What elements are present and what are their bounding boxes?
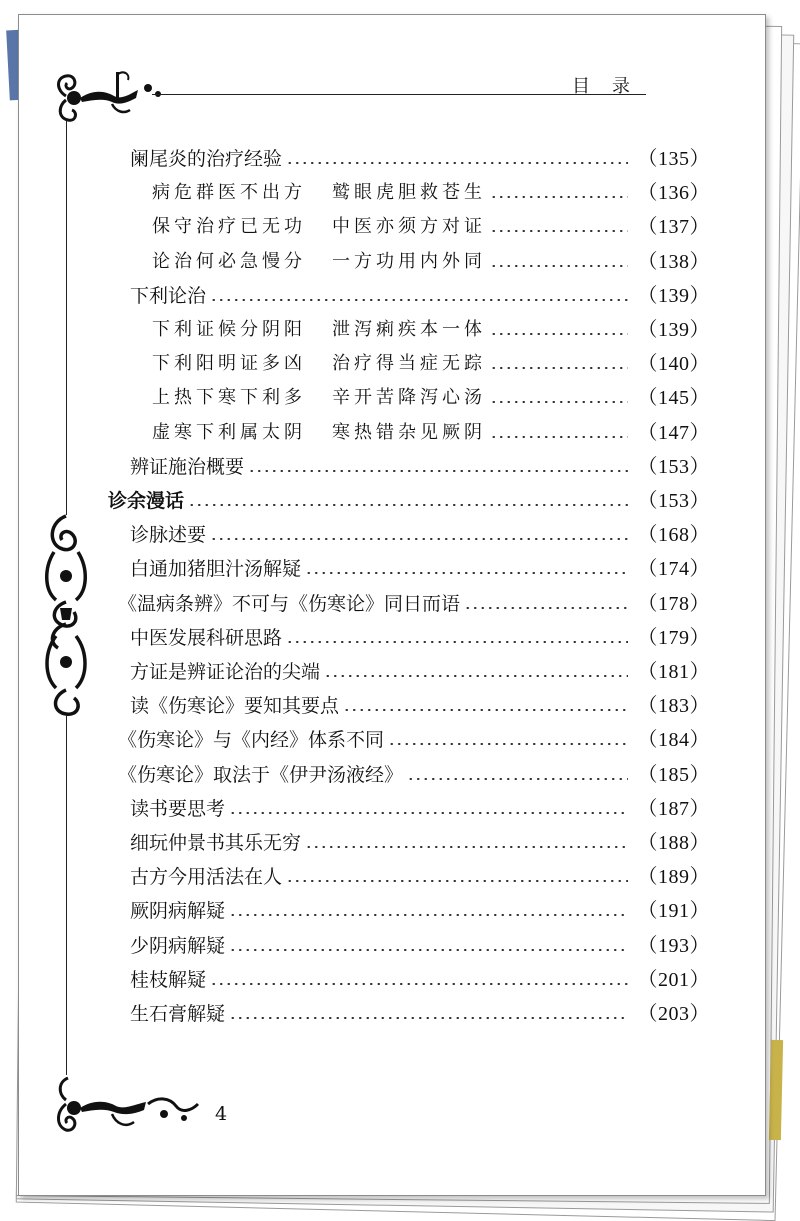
toc-entry[interactable] bbox=[118, 723, 710, 757]
toc-entry-title: 诊脉述要 bbox=[130, 524, 207, 547]
dot-leader bbox=[210, 983, 627, 985]
toc-page-number: （189） bbox=[637, 866, 710, 889]
toc-page-number: （179） bbox=[637, 626, 710, 649]
toc-entry-title: 《伤寒论》与《内经》体系不同 bbox=[118, 729, 385, 752]
toc-entry[interactable] bbox=[130, 963, 710, 997]
toc-entry-line-a: 病危群医不出方 bbox=[152, 182, 306, 204]
toc-page-number: （193） bbox=[637, 934, 710, 957]
toc-entry-title: 生石膏解疑 bbox=[130, 1003, 226, 1025]
toc-entry[interactable] bbox=[130, 860, 710, 894]
toc-page-number: （178） bbox=[637, 592, 710, 615]
toc-page-number: （135） bbox=[637, 148, 710, 170]
dot-leader bbox=[490, 265, 628, 267]
toc-page-number: （187） bbox=[637, 797, 710, 820]
toc-page-number: （203） bbox=[637, 1003, 710, 1025]
dot-leader bbox=[490, 333, 628, 335]
toc-entry[interactable] bbox=[152, 381, 710, 415]
toc-entry-title: 厥阴病解疑 bbox=[130, 900, 226, 923]
dot-leader bbox=[343, 709, 627, 711]
toc-entry-title bbox=[152, 176, 486, 210]
toc-page-number: （191） bbox=[637, 900, 710, 923]
toc-entry-title: 下利论治 bbox=[130, 284, 207, 307]
toc-entry[interactable] bbox=[130, 279, 710, 313]
toc-entry-line-a: 上热下寒下利多 bbox=[152, 387, 306, 409]
toc-entry[interactable] bbox=[130, 655, 710, 689]
toc-entry-line-b: 中医亦须方对证 bbox=[332, 216, 486, 238]
toc-page-number: （168） bbox=[637, 524, 710, 547]
toc-entry-title: 中医发展科研思路 bbox=[130, 626, 283, 649]
toc-entry-title: 《伤寒论》取法于《伊尹汤液经》 bbox=[118, 763, 404, 786]
toc-entry[interactable] bbox=[130, 518, 710, 552]
dot-leader bbox=[490, 196, 628, 198]
dot-leader bbox=[490, 230, 628, 232]
toc-entry-title: 读《伤寒论》要知其要点 bbox=[130, 695, 340, 718]
dot-leader bbox=[324, 675, 627, 677]
corner-ornament-bottom bbox=[52, 1074, 202, 1144]
toc-entry-title bbox=[152, 416, 486, 450]
toc-entry[interactable] bbox=[130, 621, 710, 655]
toc-entry-title: 白通加猪胆汁汤解疑 bbox=[130, 558, 302, 581]
dot-leader bbox=[248, 470, 627, 472]
dot-leader bbox=[490, 401, 628, 403]
border-line bbox=[66, 120, 67, 515]
toc-entry-line-a: 保守治疗已无功 bbox=[152, 216, 306, 238]
toc-entry-title bbox=[152, 381, 486, 415]
toc-entry[interactable] bbox=[130, 142, 710, 176]
dot-leader bbox=[229, 949, 627, 951]
dot-leader bbox=[286, 880, 627, 882]
toc-entry[interactable] bbox=[108, 484, 710, 518]
side-ornament bbox=[40, 512, 94, 718]
toc-page-number: （153） bbox=[637, 455, 710, 478]
toc-entry[interactable] bbox=[152, 245, 710, 279]
dot-leader bbox=[229, 1017, 627, 1019]
toc-entry-title: 少阴病解疑 bbox=[130, 934, 226, 957]
toc-entry-line-b: 一方功用内外同 bbox=[332, 250, 486, 272]
toc-entry-title: 细玩仲景书其乐无穷 bbox=[130, 832, 302, 854]
toc-entry[interactable] bbox=[118, 587, 710, 621]
toc-entry[interactable] bbox=[130, 450, 710, 484]
toc-entry-title: 古方今用活法在人 bbox=[130, 866, 283, 889]
toc-page-number: （153） bbox=[637, 490, 710, 512]
toc-page-number: （183） bbox=[637, 695, 710, 718]
toc-entry-title bbox=[152, 245, 486, 279]
toc-entry[interactable] bbox=[152, 347, 710, 381]
toc-entry-title: 桂枝解疑 bbox=[130, 968, 207, 991]
toc-entry-title: 辨证施治概要 bbox=[130, 455, 245, 478]
toc-page-number: （139） bbox=[637, 284, 710, 307]
toc-page-number: （136） bbox=[637, 182, 710, 205]
toc-entry-title: 《温病条辨》不可与《伤寒论》同日而语 bbox=[118, 592, 461, 615]
toc-entry-line-a: 虚寒下利属太阴 bbox=[152, 421, 306, 443]
toc-page-number: （145） bbox=[637, 387, 710, 410]
toc-page-number: （137） bbox=[637, 216, 710, 239]
dot-leader bbox=[305, 572, 627, 574]
toc-entry-line-b: 治疗得当症无踪 bbox=[332, 353, 486, 375]
toc-entry[interactable] bbox=[130, 792, 710, 826]
toc-page-number: （174） bbox=[637, 558, 710, 581]
toc-page-number: （138） bbox=[637, 250, 710, 273]
toc-page-number: （140） bbox=[637, 353, 710, 376]
dot-leader bbox=[229, 914, 627, 916]
toc-entry[interactable] bbox=[130, 552, 710, 586]
toc-entry[interactable] bbox=[152, 210, 710, 244]
dot-leader bbox=[490, 436, 628, 438]
toc-entry-title: 方证是辨证论治的尖端 bbox=[130, 661, 321, 683]
toc-entry[interactable] bbox=[152, 176, 710, 210]
toc-page-number: （185） bbox=[637, 763, 710, 786]
toc-entry-line-b: 辛开苦降泻心汤 bbox=[332, 387, 486, 409]
toc-entry[interactable] bbox=[130, 929, 710, 963]
toc-entry-title: 阑尾炎的治疗经验 bbox=[130, 148, 283, 170]
dot-leader bbox=[388, 743, 627, 745]
dot-leader bbox=[286, 162, 627, 164]
dot-leader bbox=[229, 812, 627, 814]
toc-entry-line-a: 下利证候分阴阳 bbox=[152, 319, 306, 340]
toc-page-number: （184） bbox=[637, 729, 710, 752]
toc-entry[interactable] bbox=[152, 313, 710, 347]
dot-leader bbox=[210, 538, 627, 540]
toc-entry-line-a: 论治何必急慢分 bbox=[152, 250, 306, 272]
toc-entry-title: 诊余漫话 bbox=[108, 490, 185, 512]
toc-entry[interactable] bbox=[130, 826, 710, 860]
toc-entry-title bbox=[152, 210, 486, 244]
dot-leader bbox=[210, 299, 627, 301]
toc-entry-line-b: 鹫眼虎胆救苍生 bbox=[332, 182, 486, 204]
dot-leader bbox=[188, 504, 627, 506]
toc-entry-line-a: 下利阳明证多凶 bbox=[152, 353, 306, 375]
toc-entry[interactable] bbox=[130, 689, 710, 723]
toc-entry-title bbox=[152, 313, 486, 347]
toc-page-number: （201） bbox=[637, 968, 710, 991]
toc-entry-title: 读书要思考 bbox=[130, 797, 226, 820]
toc-page-number: （188） bbox=[637, 832, 710, 854]
toc-entry[interactable] bbox=[118, 758, 710, 792]
toc-page-number: （147） bbox=[637, 421, 710, 444]
toc-entry-line-b: 寒热错杂见厥阴 bbox=[332, 421, 486, 443]
page-number: 4 bbox=[215, 1103, 228, 1125]
corner-ornament-top bbox=[52, 70, 172, 130]
dot-leader bbox=[305, 846, 627, 848]
toc-entry-line-b: 泄泻痢疾本一体 bbox=[332, 319, 486, 340]
dot-leader bbox=[407, 778, 627, 780]
toc-page-number: （139） bbox=[637, 319, 710, 341]
toc-entry[interactable] bbox=[130, 997, 710, 1031]
toc-entry-title bbox=[152, 347, 486, 381]
dot-leader bbox=[490, 367, 628, 369]
toc-entry[interactable] bbox=[130, 894, 710, 928]
border-line bbox=[66, 715, 67, 1075]
toc-page-number: （181） bbox=[637, 661, 710, 683]
toc-entry[interactable] bbox=[152, 416, 710, 450]
dot-leader bbox=[464, 607, 627, 609]
background-strip bbox=[769, 1040, 783, 1140]
running-header-title: 目录 bbox=[572, 76, 652, 97]
dot-leader bbox=[286, 641, 627, 643]
